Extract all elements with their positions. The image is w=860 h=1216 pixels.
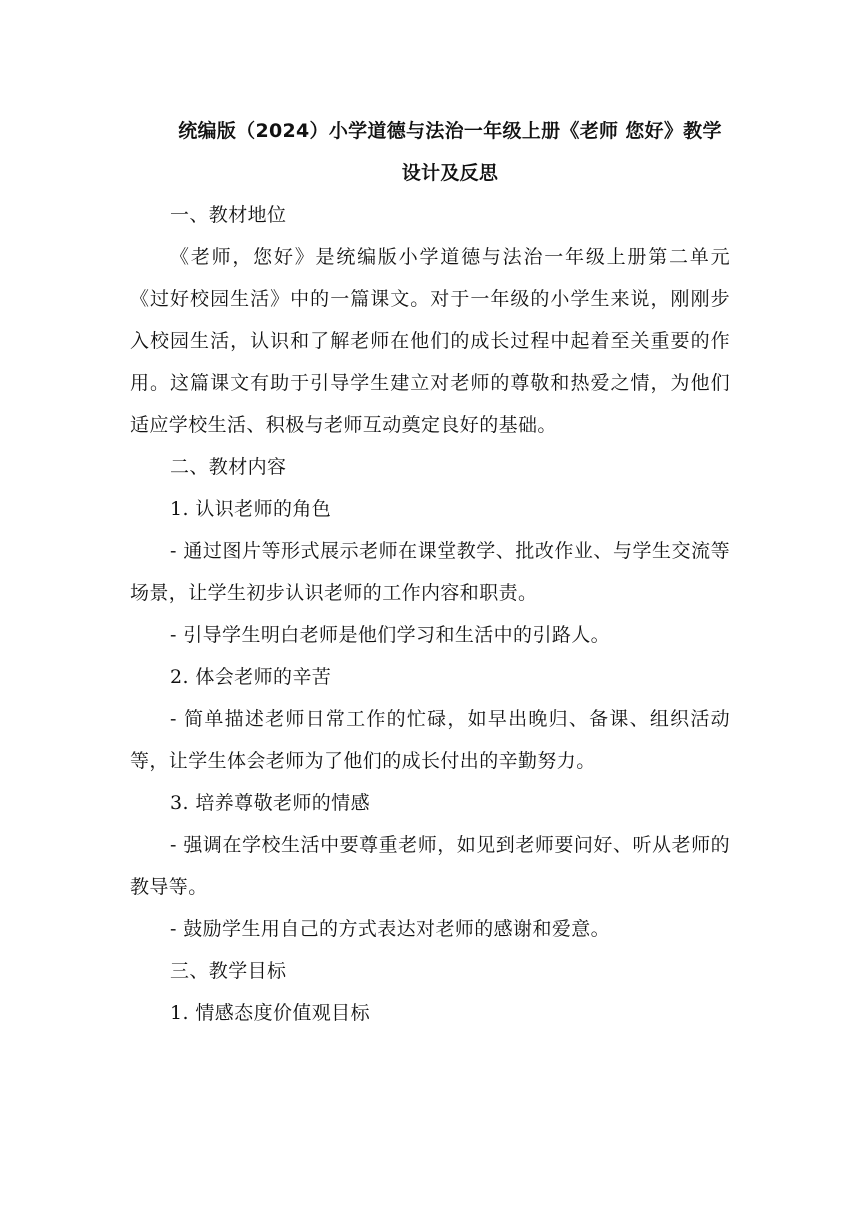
section-heading-1: 一、教材地位 [170,204,287,226]
subheading-4: 1. 情感态度价值观目标 [170,1002,370,1024]
document-title: 统编版（2024）小学道德与法治一年级上册《老师 您好》教学设计及反思 [178,120,722,184]
document-body [130,110,730,1034]
bullet-paragraph: - 通过图片等形式展示老师在课堂教学、批改作业、与学生交流等场景，让学生初步认识老师的工作内容和职责。 [130,540,730,604]
subheading-2: 2. 体会老师的辛苦 [170,666,332,688]
bullet-paragraph: - 引导学生明白老师是他们学习和生活中的引路人。 [170,624,611,646]
subheading-3: 3. 培养尊敬老师的情感 [170,792,370,814]
body-paragraph: 《老师，您好》是统编版小学道德与法治一年级上册第二单元《过好校园生活》中的一篇课文。对于一年级的小学生来说，刚刚步入校园生活，认识和了解老师在他们的成长过程中起着至关重要的作用。这篇课文有助于引导学生建立对老师的尊敬和热爱之情，为他们适应学校生活、积极与老师互动奠定良好的基础。 [130,246,730,436]
subheading-1: 1. 认识老师的角色 [170,498,332,520]
bullet-paragraph: - 简单描述老师日常工作的忙碌，如早出晚归、备课、组织活动等，让学生体会老师为了他们的成长付出的辛勤努力。 [130,708,730,772]
bullet-paragraph: - 强调在学校生活中要尊重老师，如见到老师要问好、听从老师的教导等。 [130,834,730,898]
bullet-paragraph: - 鼓励学生用自己的方式表达对老师的感谢和爱意。 [170,918,611,940]
section-heading-3: 三、教学目标 [170,960,287,982]
section-heading-2: 二、教材内容 [170,456,287,478]
